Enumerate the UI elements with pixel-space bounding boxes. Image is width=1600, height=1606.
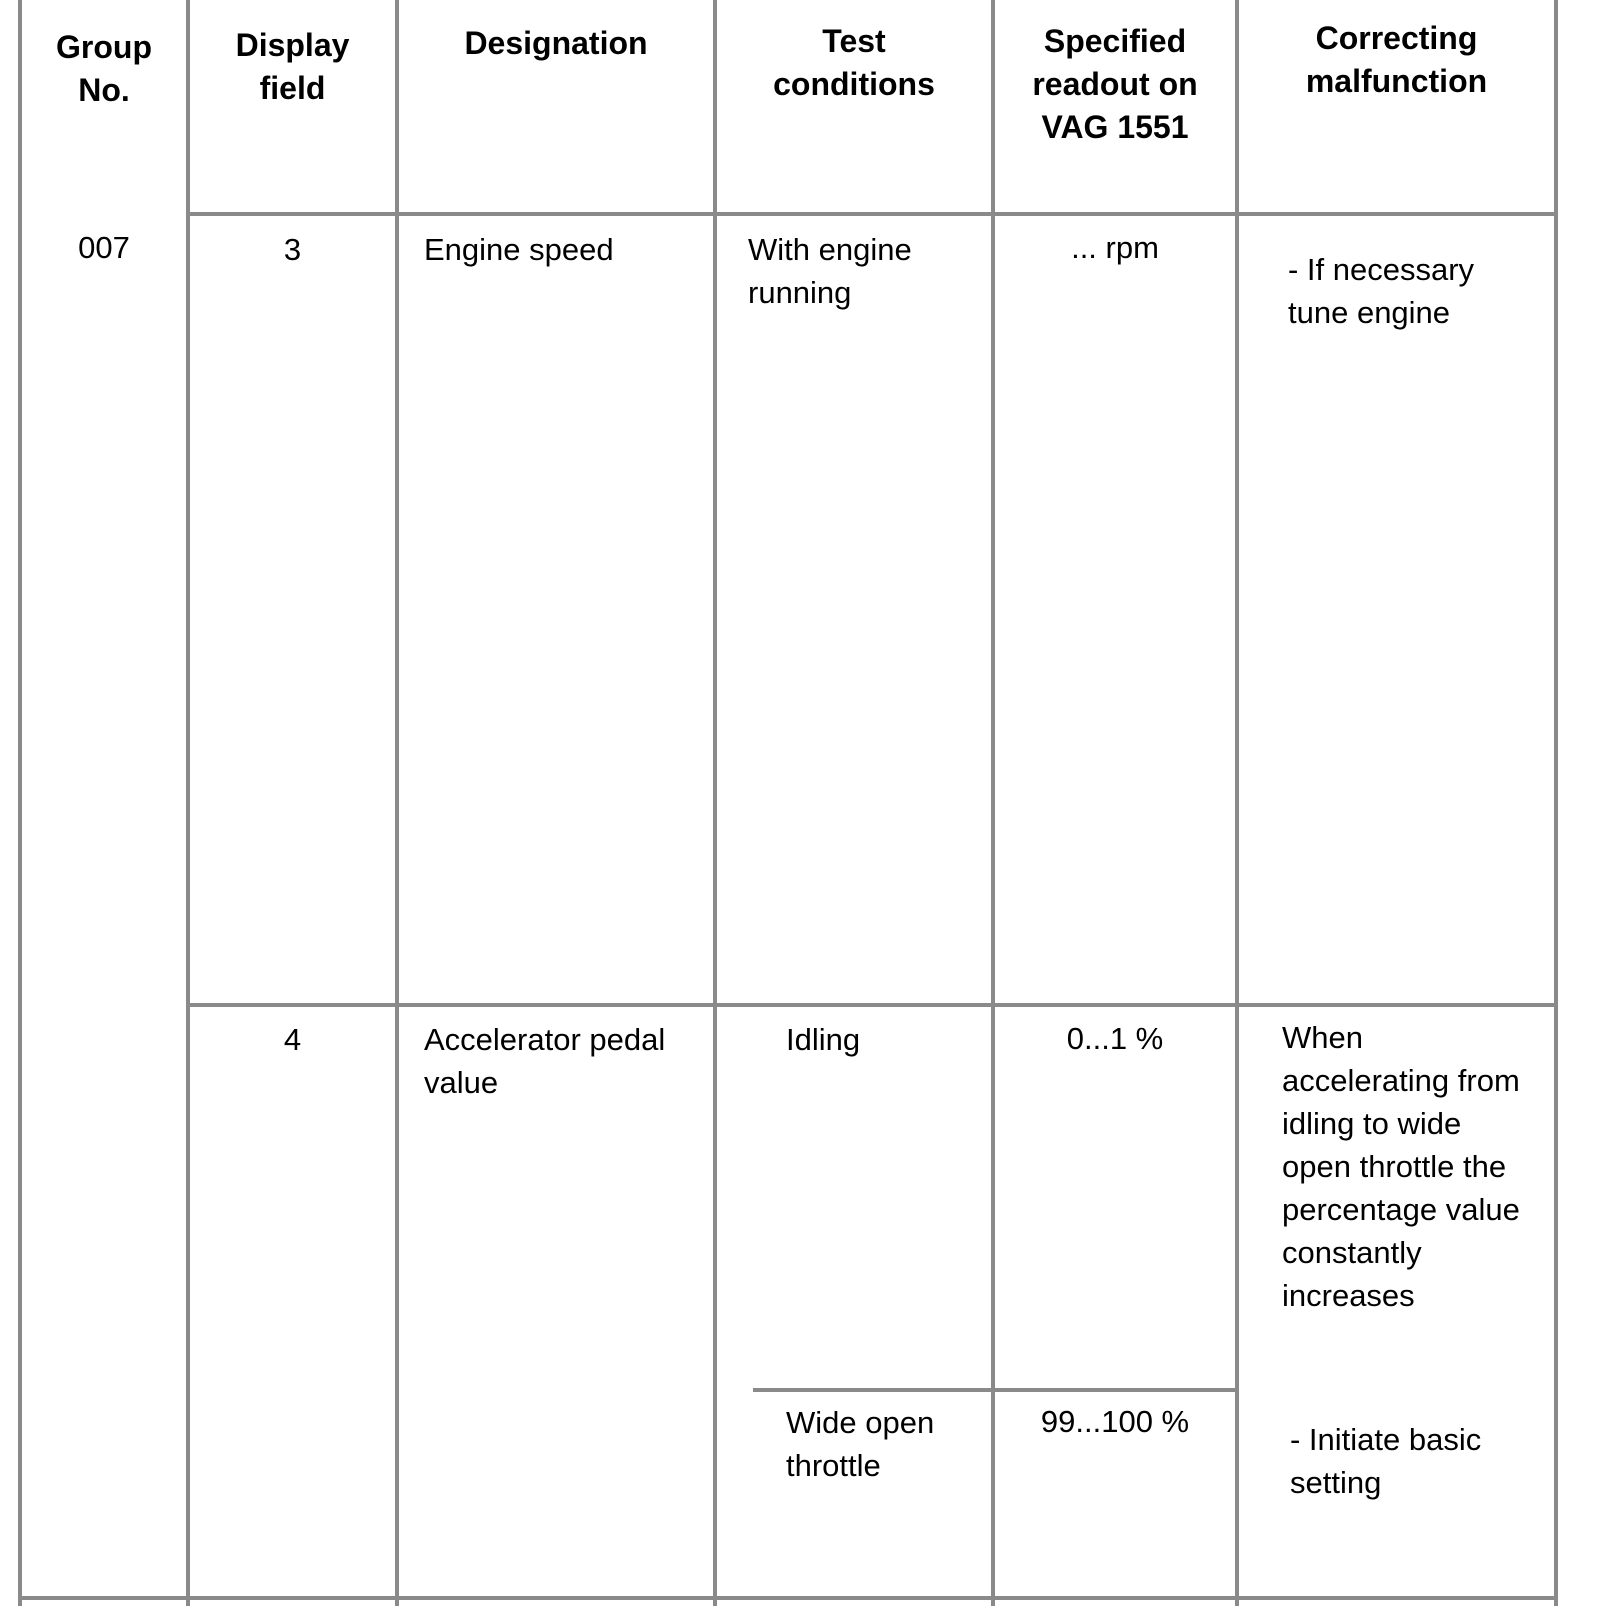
cell-readout: 99...100 % (1040, 1404, 1190, 1439)
header-correcting-malfunction: Correcting malfunction (1305, 20, 1488, 99)
header-bottom-line (186, 212, 1558, 216)
column-divider-2 (395, 0, 399, 1606)
cell-group-no: 007 (78, 230, 130, 265)
cell-display-field: 3 (283, 232, 302, 267)
subrow-divider (753, 1388, 1239, 1392)
table-border-bottom (18, 1596, 1558, 1600)
column-divider-5 (1235, 0, 1239, 1606)
row-divider-1 (186, 1003, 1558, 1007)
cell-correction: When accelerating from idling to wide open throttle the percentage value constantly increases (1282, 1020, 1520, 1313)
cell-designation: Engine speed (424, 232, 614, 267)
cell-readout: 0...1 % (1066, 1021, 1164, 1056)
cell-designation: Accelerator pedal value (424, 1022, 666, 1100)
header-group-no: Group No. (56, 29, 152, 108)
header-specified-readout: Specified readout on VAG 1551 (1032, 23, 1198, 145)
table-border-right (1554, 0, 1558, 1606)
cell-readout: ... rpm (1071, 230, 1159, 265)
cell-correction: - Initiate basic setting (1290, 1422, 1482, 1500)
header-designation: Designation (464, 25, 648, 61)
header-test-conditions: Test conditions (773, 23, 935, 102)
header-display-field: Display field (235, 27, 350, 106)
cell-test-condition: Idling (786, 1022, 861, 1057)
cell-display-field: 4 (283, 1022, 302, 1057)
column-divider-3 (713, 0, 717, 1606)
cell-test-condition: With engine running (748, 232, 912, 310)
cell-correction: - If necessary tune engine (1288, 252, 1475, 330)
cell-test-condition: Wide open throttle (786, 1405, 935, 1483)
